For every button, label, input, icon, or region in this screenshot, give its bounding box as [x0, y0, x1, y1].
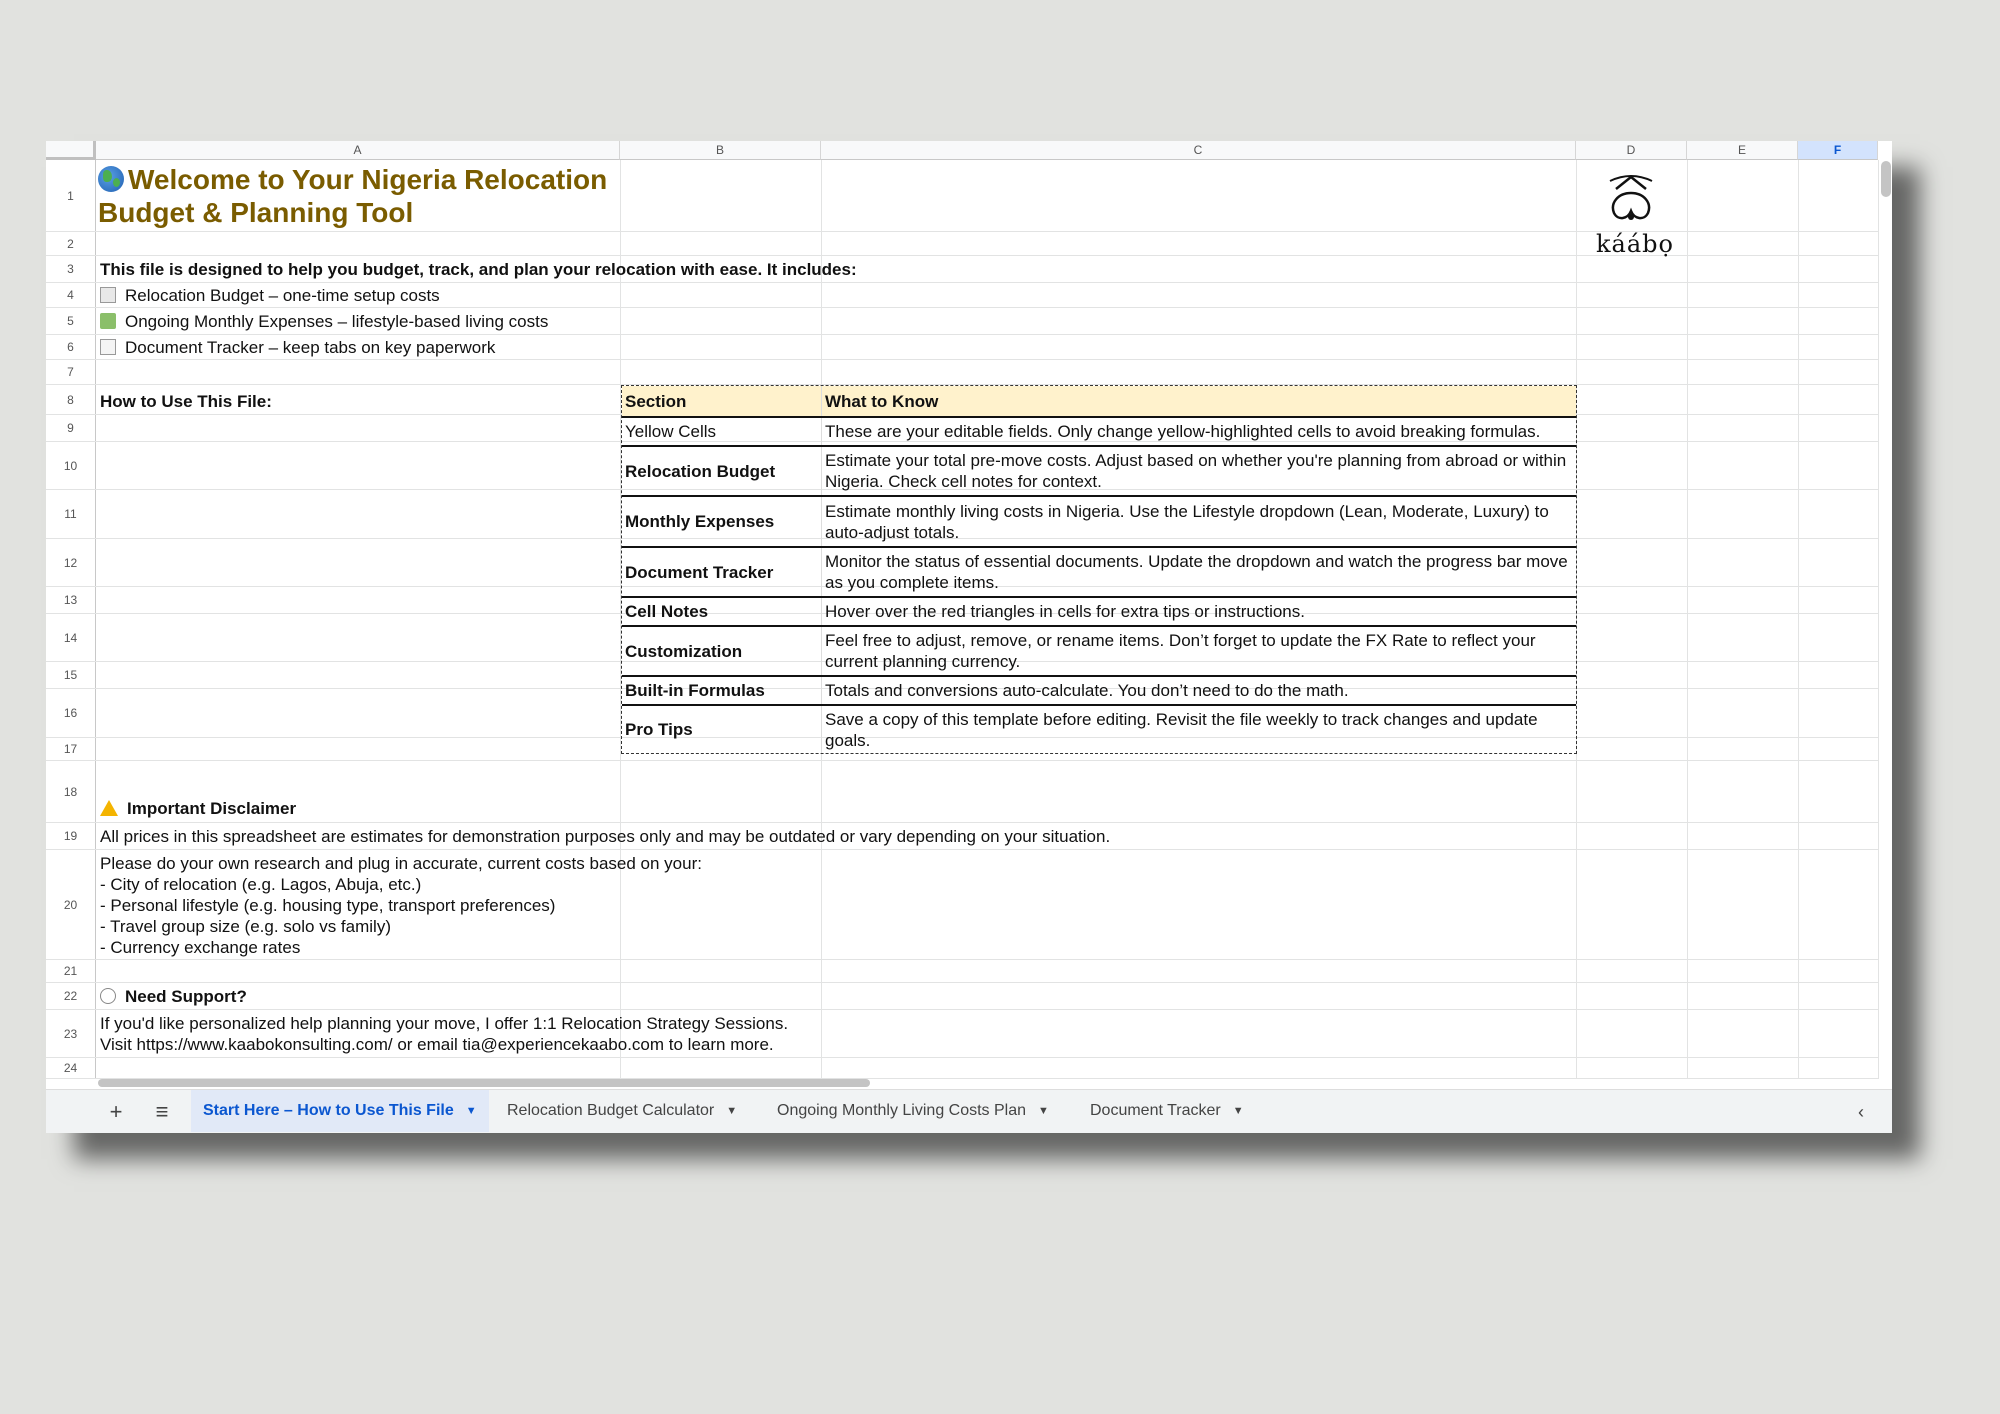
support-heading	[100, 986, 247, 1007]
column-header-f[interactable]: F	[1798, 141, 1878, 160]
row-number[interactable]: 24	[46, 1058, 96, 1078]
row-number[interactable]: 21	[46, 960, 96, 982]
spreadsheet-window	[46, 141, 1892, 1133]
tab-label: Start Here – How to Use This File	[203, 1102, 454, 1119]
table-row	[622, 598, 1576, 627]
document-icon	[100, 339, 116, 355]
row-number[interactable]: 14	[46, 614, 96, 661]
row-number[interactable]: 7	[46, 360, 96, 384]
include-item-text: Relocation Budget – one-time setup costs	[125, 286, 440, 305]
row-number[interactable]: 13	[46, 587, 96, 613]
include-item-text: Document Tracker – keep tabs on key paperwork	[125, 338, 496, 357]
warning-icon	[100, 800, 118, 816]
row-number[interactable]: 2	[46, 232, 96, 255]
table-row	[622, 677, 1576, 706]
table-cell-info[interactable]: Save a copy of this template before editing. Revisit the file weekly to track changes and update goals.	[825, 709, 1538, 750]
research-line: - Personal lifestyle (e.g. housing type, transport preferences)	[100, 896, 556, 915]
row-number[interactable]: 16	[46, 689, 96, 737]
tab-relocation-budget-calculator[interactable]	[495, 1090, 749, 1132]
table-cell-info[interactable]: Estimate monthly living costs in Nigeria. Use the Lifestyle dropdown (Lean, Moderate, Luxury) to auto-adjust totals.	[825, 501, 1549, 542]
research-line: - Travel group size (e.g. solo vs family)	[100, 917, 391, 936]
caret-down-icon[interactable]: ▼	[465, 1105, 477, 1117]
table-cell-section[interactable]: Customization	[622, 627, 822, 675]
research-line: - Currency exchange rates	[100, 938, 301, 957]
horizontal-scrollbar[interactable]	[98, 1079, 870, 1087]
logo-text: káábọ	[1596, 230, 1674, 258]
research-line: - City of relocation (e.g. Lagos, Abuja, etc.)	[100, 875, 422, 894]
row-number[interactable]: 20	[46, 850, 96, 959]
column-header-a[interactable]: A	[96, 141, 620, 160]
caret-down-icon[interactable]: ▼	[1038, 1105, 1049, 1117]
row-number[interactable]: 19	[46, 823, 96, 849]
row-number[interactable]: 4	[46, 283, 96, 307]
table-cell-section[interactable]: Cell Notes	[622, 598, 822, 625]
title-line-2: Budget & Planning Tool	[98, 197, 414, 228]
tab-label: Document Tracker	[1090, 1102, 1221, 1119]
tab-document-tracker[interactable]	[1078, 1090, 1256, 1132]
column-header-b[interactable]: B	[620, 141, 821, 160]
globe-icon	[98, 166, 124, 192]
how-to-table	[621, 385, 1577, 754]
add-sheet-button[interactable]	[96, 1090, 136, 1133]
table-row	[622, 706, 1576, 753]
disclaimer-text: All prices in this spreadsheet are estimates for demonstration purposes only and may be outdated or vary depending on your situation.	[100, 827, 1111, 846]
table-cell-section[interactable]: Document Tracker	[622, 548, 822, 596]
column-header-e[interactable]: E	[1687, 141, 1798, 160]
chevron-left-icon: ‹	[1858, 1101, 1864, 1122]
disclaimer-heading-text: Important Disclaimer	[127, 799, 297, 818]
disclaimer-heading	[100, 798, 296, 819]
table-header-what-to-know[interactable]: What to Know	[825, 391, 939, 411]
title-line-1: Welcome to Your Nigeria Relocation	[128, 164, 608, 195]
row-number[interactable]: 10	[46, 442, 96, 489]
table-row	[622, 447, 1576, 497]
table-cell-section[interactable]: Monthly Expenses	[622, 497, 822, 546]
row	[46, 960, 1878, 983]
research-line: Please do your own research and plug in accurate, current costs based on your:	[100, 854, 702, 873]
collapse-tabs-button[interactable]	[1846, 1090, 1876, 1133]
table-row	[622, 497, 1576, 548]
support-line: If you'd like personalized help planning your move, I offer 1:1 Relocation Strategy Sessions.	[100, 1014, 789, 1033]
gridline	[1798, 160, 1799, 1079]
tab-label: Ongoing Monthly Living Costs Plan	[777, 1102, 1027, 1119]
table-cell-section[interactable]: Built-in Formulas	[622, 677, 822, 704]
caret-down-icon[interactable]: ▼	[726, 1105, 738, 1117]
table-cell-info[interactable]: Feel free to adjust, remove, or rename items. Don’t forget to update the FX Rate to reflect your current planning currency.	[825, 631, 1536, 671]
money-icon	[100, 313, 116, 329]
gridline	[1687, 160, 1688, 1079]
row-number[interactable]: 22	[46, 983, 96, 1009]
row-number[interactable]: 17	[46, 738, 96, 760]
kaabo-emblem-icon	[1596, 173, 1666, 225]
row-number[interactable]: 6	[46, 335, 96, 359]
row-number[interactable]: 11	[46, 490, 96, 538]
table-header-section[interactable]: Section	[622, 386, 822, 416]
row-number[interactable]: 3	[46, 256, 96, 282]
calculator-icon	[100, 287, 116, 303]
caret-down-icon[interactable]: ▼	[1232, 1105, 1244, 1117]
support-line: Visit https://www.kaabokonsulting.com/ or email tia@experiencekaabo.com to learn more.	[100, 1035, 774, 1054]
how-to-heading: How to Use This File:	[100, 392, 272, 411]
select-all-corner[interactable]	[46, 141, 96, 160]
speech-bubble-icon	[100, 988, 116, 1004]
table-cell-section[interactable]: Relocation Budget	[622, 447, 822, 495]
support-heading-text: Need Support?	[125, 987, 247, 1006]
column-header-c[interactable]: C	[821, 141, 1576, 160]
row	[46, 1058, 1878, 1079]
row-number[interactable]: 5	[46, 308, 96, 334]
row	[46, 761, 1878, 823]
tab-ongoing-monthly-living-costs[interactable]	[765, 1090, 1061, 1132]
tab-start-here[interactable]	[191, 1090, 489, 1132]
row-number[interactable]: 9	[46, 415, 96, 441]
vertical-scrollbar[interactable]	[1881, 161, 1891, 197]
table-cell-info[interactable]: Hover over the red triangles in cells for extra tips or instructions.	[825, 602, 1305, 621]
table-row	[622, 548, 1576, 598]
include-item	[100, 285, 440, 306]
intro-text: This file is designed to help you budget, track, and plan your relocation with ease. It includes:	[100, 260, 857, 279]
table-cell-info[interactable]: Estimate your total pre-move costs. Adjust based on whether you're planning from abroad or within Nigeria. Check cell notes for context.	[825, 451, 1567, 491]
table-cell-info[interactable]: Monitor the status of essential documents. Update the dropdown and watch the progress bar move as you complete items.	[825, 552, 1568, 592]
table-row	[622, 418, 1576, 447]
table-cell-info[interactable]: Totals and conversions auto-calculate. You don’t need to do the math.	[825, 681, 1349, 700]
table-cell-section[interactable]: Pro Tips	[622, 706, 822, 753]
include-item-text: Ongoing Monthly Expenses – lifestyle-based living costs	[125, 312, 549, 331]
kaabo-logo	[1596, 173, 1674, 258]
row-number[interactable]: 18	[46, 761, 96, 822]
all-sheets-button[interactable]	[142, 1090, 182, 1133]
include-item	[100, 311, 548, 332]
column-header-d[interactable]: D	[1576, 141, 1687, 160]
table-row	[622, 627, 1576, 677]
tab-label: Relocation Budget Calculator	[507, 1102, 715, 1119]
page-title	[98, 163, 607, 229]
include-item	[100, 337, 495, 358]
row-number[interactable]: 12	[46, 539, 96, 586]
row	[46, 983, 1878, 1010]
table-cell-section[interactable]: Yellow Cells	[622, 418, 822, 445]
plus-icon: +	[109, 1099, 123, 1124]
sheet-tab-bar	[46, 1089, 1892, 1133]
row	[46, 360, 1878, 385]
menu-icon: ≡	[155, 1099, 169, 1124]
table-cell-info[interactable]: These are your editable fields. Only change yellow-highlighted cells to avoid breaking formulas.	[825, 422, 1541, 441]
row-number[interactable]: 15	[46, 662, 96, 688]
table-header-row	[622, 386, 1576, 418]
row-number[interactable]: 1	[46, 160, 96, 231]
gridline	[1878, 160, 1879, 1079]
row-number[interactable]: 23	[46, 1010, 96, 1057]
row-number[interactable]: 8	[46, 385, 96, 414]
